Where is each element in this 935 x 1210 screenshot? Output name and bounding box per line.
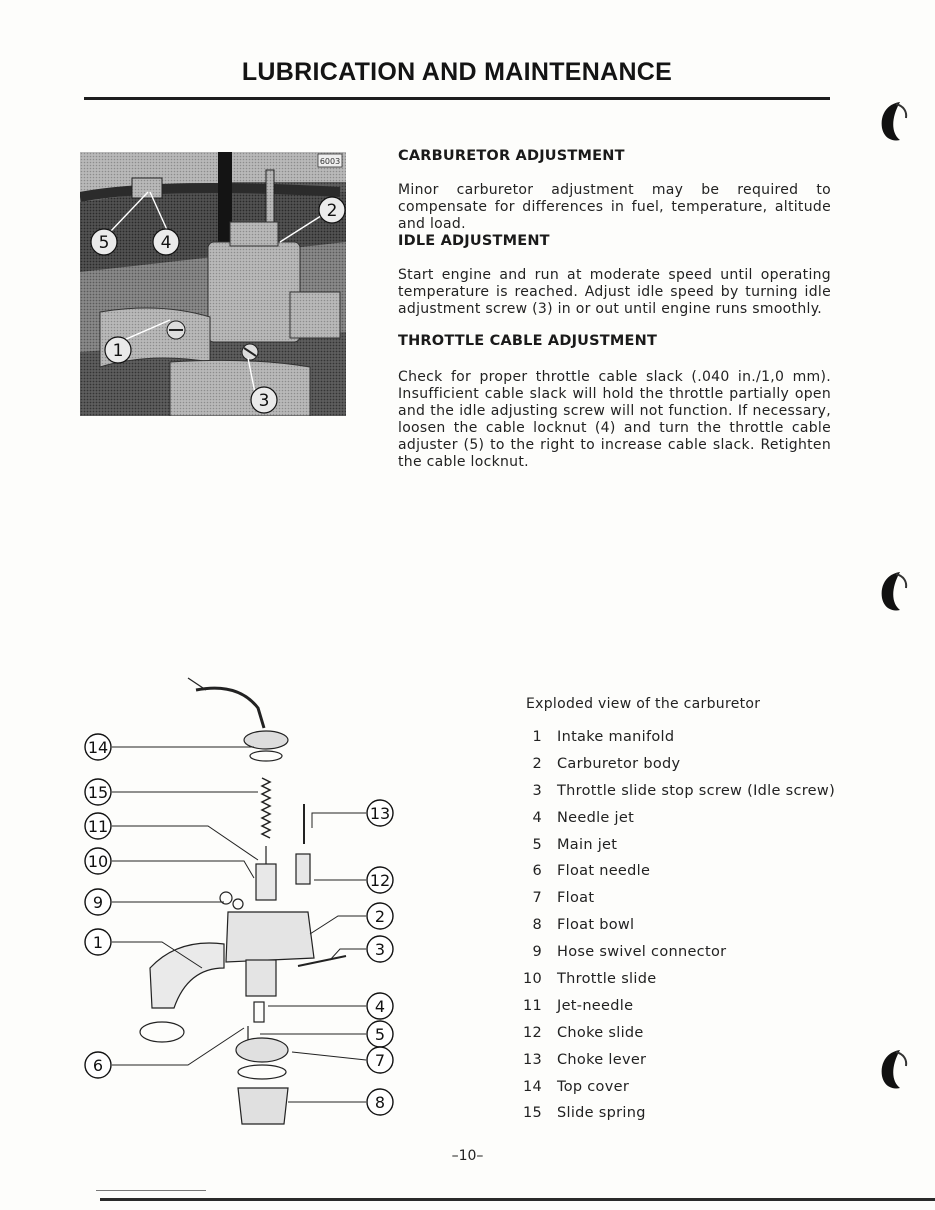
exploded-callout-8: 8 xyxy=(374,1093,386,1112)
section-text-idle-adjustment: Start engine and run at moderate speed until operating temperature is reached. Adjust idle speed by turning idle adjustment screw (3) in or out until engine runs smoothly. xyxy=(398,267,831,317)
legend-number: 6 xyxy=(532,863,542,880)
exploded-callout-1: 1 xyxy=(92,933,104,952)
legend-label: Float xyxy=(557,890,595,907)
legend-number: 7 xyxy=(532,890,542,907)
legend-number: 12 xyxy=(522,1024,542,1041)
legend-label: Needle jet xyxy=(557,809,635,826)
legend-number: 15 xyxy=(522,1105,542,1122)
exploded-callout-15: 15 xyxy=(87,783,109,802)
legend-label: Top cover xyxy=(557,1078,630,1095)
carburetor-photo xyxy=(80,152,346,416)
punch-hole-icon xyxy=(878,100,908,144)
exploded-callout-10: 10 xyxy=(87,852,109,871)
exploded-callout-12: 12 xyxy=(369,871,391,890)
page-title: LUBRICATION AND MAINTENANCE xyxy=(241,58,673,86)
exploded-view-diagram xyxy=(78,668,408,1138)
exploded-callout-7: 7 xyxy=(374,1051,386,1070)
legend-number: 13 xyxy=(522,1051,542,1068)
legend-number: 9 xyxy=(532,944,542,961)
exploded-callout-6: 6 xyxy=(92,1056,104,1075)
section-heading-idle-adjustment: IDLE ADJUSTMENT xyxy=(398,233,550,249)
legend-number: 11 xyxy=(522,997,542,1014)
punch-hole-icon xyxy=(878,570,908,614)
legend-label: Throttle slide xyxy=(557,971,657,988)
legend-number: 2 xyxy=(532,755,542,772)
legend-label: Hose swivel connector xyxy=(557,944,727,961)
legend-number: 5 xyxy=(532,836,542,853)
legend-label: Float needle xyxy=(557,863,651,880)
legend-number: 10 xyxy=(522,971,542,988)
legend-label: Intake manifold xyxy=(557,729,675,745)
exploded-view-caption: Exploded view of the carburetor xyxy=(526,696,761,712)
photo-callout-1: 1 xyxy=(112,341,124,361)
exploded-callout-5: 5 xyxy=(374,1025,386,1044)
legend-label: Jet-needle xyxy=(557,997,634,1014)
punch-hole-icon xyxy=(878,1048,908,1092)
legend-label: Choke lever xyxy=(557,1051,647,1068)
exploded-callout-13: 13 xyxy=(369,804,391,823)
legend-label: Main jet xyxy=(557,836,618,853)
legend-label: Slide spring xyxy=(557,1105,646,1122)
footer-rule-short xyxy=(96,1190,206,1191)
footer-rule xyxy=(100,1198,935,1201)
photo-callout-4: 4 xyxy=(160,233,172,253)
exploded-callout-11: 11 xyxy=(87,817,109,836)
legend-number: 1 xyxy=(532,729,542,745)
page-number: –10– xyxy=(451,1148,484,1164)
legend-number: 14 xyxy=(522,1078,542,1095)
legend-label: Choke slide xyxy=(557,1024,644,1041)
legend-label: Float bowl xyxy=(557,917,635,934)
legend-number: 4 xyxy=(532,809,542,826)
exploded-callout-4: 4 xyxy=(374,997,386,1016)
legend-label: Throttle slide stop screw (Idle screw) xyxy=(557,782,836,799)
photo-callout-5: 5 xyxy=(98,233,110,253)
photo-frame-code: 6003 xyxy=(319,157,341,166)
section-text-throttle-cable-adjustment: Check for proper throttle cable slack (.040 in./1,0 mm). Insufficient cable slack will hold the throttle partially open and the idle adjusting screw will not function. If necessary, loosen the cable locknut (4) and turn the throttle cable adjuster (5) to the right to increase cable slack. Retighten the cable locknut. xyxy=(398,369,831,470)
photo-callout-2: 2 xyxy=(326,201,338,221)
legend-number: 8 xyxy=(532,917,542,934)
photo-callout-3: 3 xyxy=(258,391,270,411)
section-heading-carburetor-adjustment: CARBURETOR ADJUSTMENT xyxy=(398,148,625,164)
section-heading-throttle-cable-adjustment: THROTTLE CABLE ADJUSTMENT xyxy=(398,333,658,349)
exploded-callout-14: 14 xyxy=(87,738,109,757)
title-rule xyxy=(84,97,830,100)
legend-label: Carburetor body xyxy=(557,755,681,772)
exploded-callout-9: 9 xyxy=(92,893,104,912)
exploded-callout-2: 2 xyxy=(374,907,386,926)
section-text-carburetor-adjustment: Minor carburetor adjustment may be required to compensate for differences in fuel, temperature, altitude and load. xyxy=(398,182,831,232)
exploded-callout-3: 3 xyxy=(374,940,386,959)
legend-number: 3 xyxy=(532,782,542,799)
